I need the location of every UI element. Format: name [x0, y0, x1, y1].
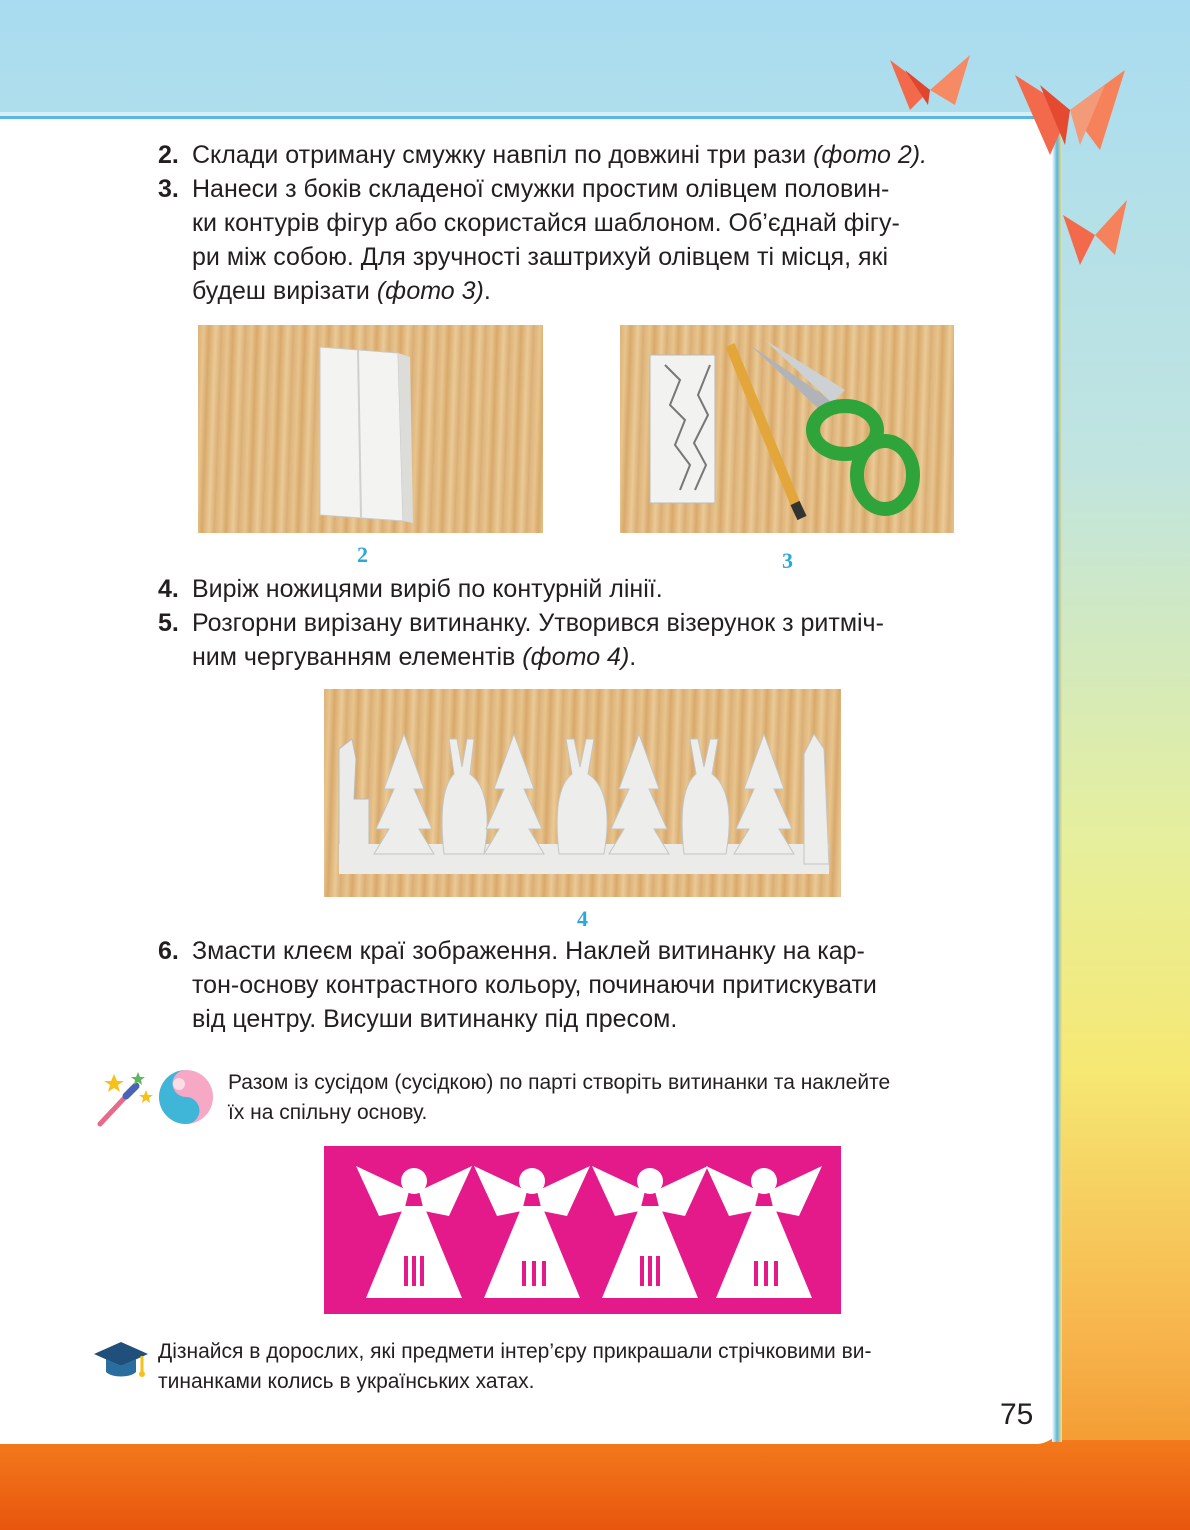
photo-caption-3: 3	[782, 548, 793, 573]
step-text-line: Змасти клеєм краї зображення. Наклей витинанку на кар-	[192, 937, 865, 965]
photo-reference: (фото 3)	[376, 277, 484, 305]
punctuation: .	[483, 277, 491, 305]
step-text-line: Нанеси з боків складеної смужки простим олівцем половин-	[192, 175, 890, 203]
step-number: 2.	[158, 141, 179, 169]
angel-cutout-image	[324, 1146, 841, 1314]
bottom-band	[0, 1440, 1190, 1530]
photo-4-unfolded-cutout	[324, 689, 841, 897]
photo-2-folded-strip	[198, 325, 543, 533]
ask-adults-note	[158, 1337, 871, 1397]
step-text-line: від центру. Висуши витинанку під пресом.	[192, 1005, 678, 1033]
step-text-line: ним чергуванням елементів	[192, 643, 516, 671]
magic-brush-icon	[92, 1068, 154, 1130]
butterfly-icon	[1010, 55, 1130, 165]
step-5	[158, 606, 1004, 674]
step-number: 4.	[158, 575, 179, 603]
step-4	[158, 572, 1004, 606]
pair-task-note	[228, 1068, 890, 1128]
photo-caption-4: 4	[577, 906, 588, 931]
step-number: 5.	[158, 609, 179, 637]
cutout-trees-hares-image	[324, 689, 841, 897]
template-pencil-scissors-image	[620, 325, 954, 533]
folded-paper-image	[198, 325, 543, 533]
photo-reference: (фото 2).	[813, 141, 928, 169]
step-text: Виріж ножицями виріб по контурній лінії.	[192, 575, 663, 603]
step-text-line: Розгорни вирізану витинанку. Утворився візерунок з ритміч-	[192, 609, 884, 637]
step-text-line: ри між собою. Для зручності заштрихуй олівцем ті місця, які	[192, 243, 889, 271]
step-text-line: будеш вирізати	[192, 277, 370, 305]
step-number: 3.	[158, 175, 179, 203]
punctuation: .	[629, 643, 637, 671]
photo-3-template-pencil-scissors	[620, 325, 954, 533]
graduation-cap-icon	[92, 1340, 150, 1382]
note-line: тинанками колись в українських хатах.	[158, 1370, 535, 1393]
photo-caption-2: 2	[357, 542, 368, 567]
photo-reference: (фото 4)	[522, 643, 630, 671]
pair-icon	[157, 1068, 215, 1126]
note-line: їх на спільну основу.	[228, 1101, 428, 1124]
butterfly-icon	[1060, 195, 1130, 270]
step-6	[158, 934, 1004, 1036]
note-line: Разом із сусідом (сусідкою) по парті створіть витинанки та наклейте	[228, 1071, 891, 1094]
step-3	[158, 172, 1004, 308]
step-text-line: тон-основу контрастного кольору, починаючи притискувати	[192, 971, 877, 999]
note-line: Дізнайся в дорослих, які предмети інтер’єру прикрашали стрічковими ви-	[158, 1340, 872, 1363]
step-number: 6.	[158, 937, 179, 965]
step-text: Склади отриману смужку навпіл по довжині три рази	[192, 141, 807, 169]
page-number: 75	[1000, 1398, 1034, 1431]
angels-garland	[324, 1146, 841, 1314]
page-right-edge	[1052, 112, 1062, 1442]
butterfly-icon	[880, 50, 980, 120]
step-2	[158, 138, 1004, 172]
step-text-line: ки контурів фігур або скористайся шаблоном. Об’єднай фігу-	[192, 209, 900, 237]
